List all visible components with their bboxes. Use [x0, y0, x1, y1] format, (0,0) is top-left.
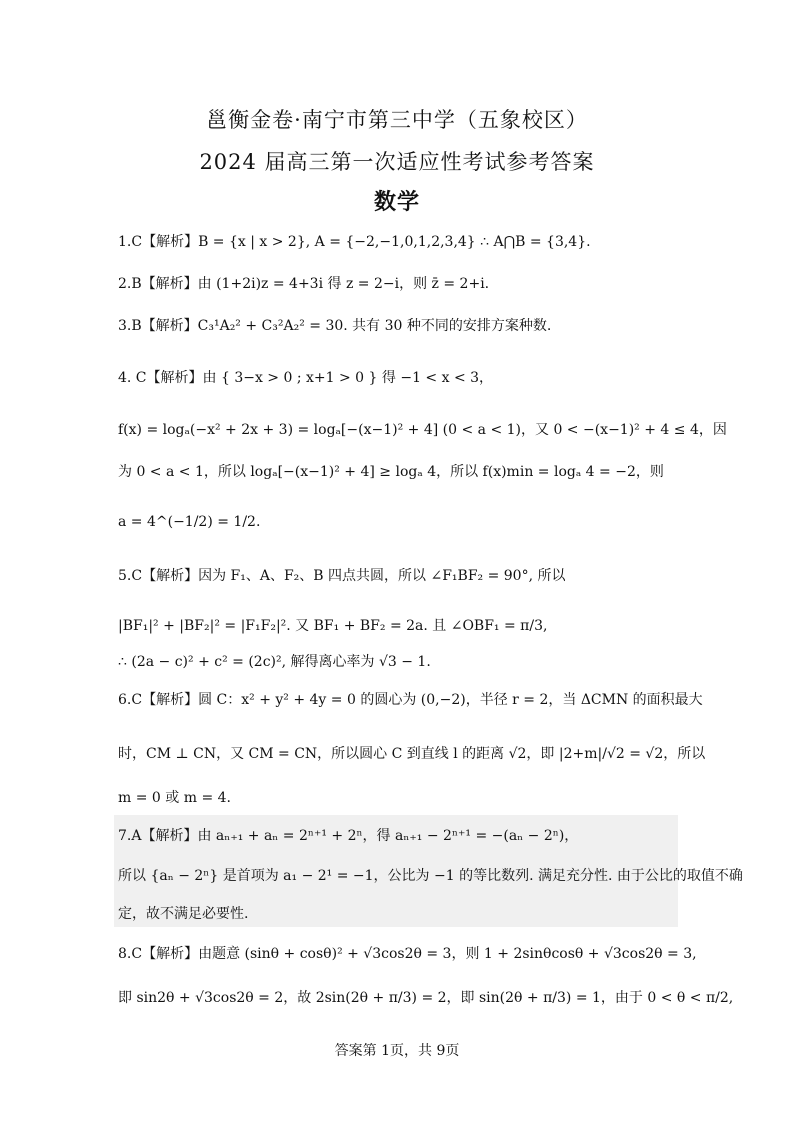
answer-q4: 4. C【解析】由 { 3−x > 0 ; x+1 > 0 } 得 −1 < x < 3， — [118, 370, 494, 386]
answer-q7: 7.A【解析】由 aₙ₊₁ + aₙ = 2ⁿ⁺¹ + 2ⁿ，得 aₙ₊₁ − 2ⁿ⁺¹ = −(aₙ − 2ⁿ)， — [118, 828, 579, 844]
answer-q3: 3.B【解析】C₃¹A₂² + C₃²A₂² = 30. 共有 30 种不同的安排方案种数. — [118, 318, 552, 334]
page-footer: 答案第 1页，共 9页 — [334, 1043, 460, 1059]
answer-q4-line3: 为 0 < a < 1，所以 logₐ[−(x−1)² + 4] ≥ logₐ 4，所以 f(x)min = logₐ 4 = −2，则 — [118, 464, 664, 480]
answer-q4-line4: a = 4^(−1/2) = 1/2. — [118, 514, 261, 530]
answer-q4-line2: f(x) = logₐ(−x² + 2x + 3) = logₐ[−(x−1)² + 4] (0 < a < 1)，又 0 < −(x−1)² + 4 ≤ 4，因 — [118, 422, 727, 438]
answer-q5-line3: ∴ (2a − c)² + c² = (2c)², 解得离心率为 √3 − 1. — [118, 654, 431, 670]
header-school: 邕衡金卷·南宁市第三中学（五象校区） — [206, 108, 588, 132]
header-subject: 数学 — [373, 189, 420, 215]
answer-q8-line2: 即 sin2θ + √3cos2θ = 2，故 2sin(2θ + π/3) = 2，即 sin(2θ + π/3) = 1，由于 0 < θ < π/2, — [118, 990, 734, 1006]
answer-q8: 8.C【解析】由题意 (sinθ + cosθ)² + √3cos2θ = 3，则 1 + 2sinθcosθ + √3cos2θ = 3, — [118, 946, 697, 962]
answer-q6: 6.C【解析】圆 C：x² + y² + 4y = 0 的圆心为 (0,−2)，半径 r = 2，当 ΔCMN 的面积最大 — [118, 692, 703, 708]
answer-q2: 2.B【解析】由 (1+2i)z = 4+3i 得 z = 2−i，则 z̄ = 2+i. — [118, 276, 490, 292]
answer-q6-line2: 时，CM ⊥ CN，又 CM = CN，所以圆心 C 到直线 l 的距离 √2，即 |2+m|/√2 = √2，所以 — [118, 746, 706, 762]
answer-q5: 5.C【解析】因为 F₁、A、F₂、B 四点共圆，所以 ∠F₁BF₂ = 90°, 所以 — [118, 568, 566, 584]
answer-q7-line2: 所以 {aₙ − 2ⁿ} 是首项为 a₁ − 2¹ = −1，公比为 −1 的等比数列. 满足充分性. 由于公比的取值不确 — [118, 868, 743, 884]
header-exam: 2024 届高三第一次适应性考试参考答案 — [199, 150, 595, 174]
answer-q6-line3: m = 0 或 m = 4. — [118, 790, 231, 806]
answer-q7-line3: 定，故不满足必要性. — [118, 906, 249, 922]
answer-q1: 1.C【解析】B = {x | x > 2}, A = {−2,−1,0,1,2,3,4} ∴ A⋂B = {3,4}. — [118, 234, 591, 250]
answer-q5-line2: |BF₁|² + |BF₂|² = |F₁F₂|². 又 BF₁ + BF₂ = 2a. 且 ∠OBF₁ = π/3, — [118, 618, 548, 634]
